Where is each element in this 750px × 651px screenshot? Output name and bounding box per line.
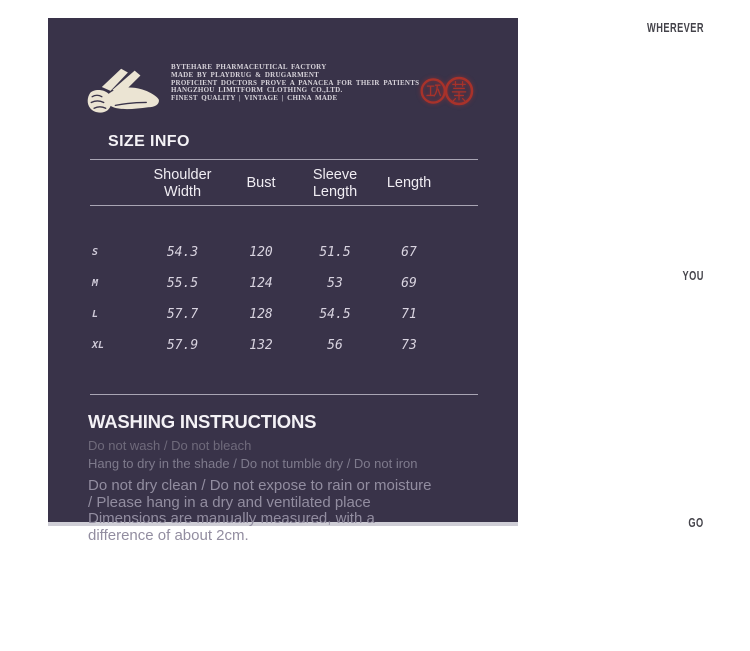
table-row-m bbox=[90, 268, 478, 299]
brand-seal-icon bbox=[419, 68, 478, 114]
washing-line: Do not wash / Do not bleach bbox=[88, 438, 252, 453]
cell-shoulder: 55.5 bbox=[166, 276, 199, 291]
cell-bust: 120 bbox=[249, 245, 273, 260]
washing-instructions-section bbox=[88, 411, 436, 544]
cell-bust: 128 bbox=[249, 307, 273, 322]
hands-logo-icon bbox=[86, 60, 164, 116]
size-info-title: SIZE INFO bbox=[108, 133, 190, 150]
cell-length: 71 bbox=[401, 307, 417, 322]
cell-bust: 132 bbox=[249, 338, 273, 353]
cell-bust: 124 bbox=[249, 276, 273, 291]
column-header-sleeve-length: Sleeve Length bbox=[312, 166, 358, 200]
size-table-body bbox=[90, 237, 478, 361]
brand-line: HANGZHOU LIMITFORM CLOTHING CO.,LTD. bbox=[171, 86, 343, 95]
brand-text-block bbox=[171, 64, 419, 103]
divider-header bbox=[90, 205, 478, 206]
size-label: S bbox=[92, 247, 99, 258]
cell-length: 69 bbox=[401, 276, 417, 291]
column-header-length: Length bbox=[386, 175, 432, 192]
table-row-xl bbox=[90, 330, 478, 361]
divider-bottom bbox=[90, 394, 478, 395]
brand-line: PROFICIENT DOCTORS PROVE A PANACEA FOR THEIR PATIENTS bbox=[171, 78, 420, 87]
brand-header bbox=[86, 58, 478, 116]
cell-length: 67 bbox=[401, 245, 417, 260]
table-row-l bbox=[90, 299, 478, 330]
size-label: L bbox=[92, 309, 99, 320]
cell-sleeve: 53 bbox=[327, 276, 343, 291]
cell-length: 73 bbox=[401, 338, 417, 353]
size-label: XL bbox=[92, 340, 105, 351]
side-text-you: YOU bbox=[682, 269, 704, 283]
table-row-s bbox=[90, 237, 478, 268]
side-text-wherever: WHEREVER bbox=[646, 21, 704, 35]
cell-sleeve: 51.5 bbox=[319, 245, 351, 260]
size-table-header bbox=[90, 164, 478, 204]
cell-shoulder: 57.9 bbox=[166, 338, 199, 353]
column-header-bust: Bust bbox=[246, 175, 276, 192]
cell-shoulder: 54.3 bbox=[166, 245, 199, 260]
cell-sleeve: 54.5 bbox=[319, 307, 351, 322]
brand-line: FINEST QUALITY | VINTAGE | CHINA MADE bbox=[171, 94, 338, 103]
washing-instructions-title: WASHING INSTRUCTIONS bbox=[88, 411, 317, 432]
side-text-go: GO bbox=[688, 516, 704, 530]
size-label: M bbox=[92, 278, 99, 289]
cell-sleeve: 56 bbox=[327, 338, 343, 353]
divider-top bbox=[90, 159, 478, 160]
brand-line: MADE BY PLAYDRUG & DRUGARMENT bbox=[171, 70, 320, 79]
washing-line: Hang to dry in the shade / Do not tumble dry / Do not iron bbox=[88, 456, 418, 471]
size-info-panel bbox=[48, 18, 518, 544]
cell-shoulder: 57.7 bbox=[166, 307, 199, 322]
brand-line: BYTEHARE PHARMACEUTICAL FACTORY bbox=[171, 63, 327, 71]
column-header-shoulder-width: Shoulder Width bbox=[153, 166, 212, 200]
washing-paragraph: Do not dry clean / Do not expose to rain or moisture / Please hang in a dry and ventilated place Dimensions are manually measured, with a difference of about 2cm. bbox=[88, 477, 432, 544]
